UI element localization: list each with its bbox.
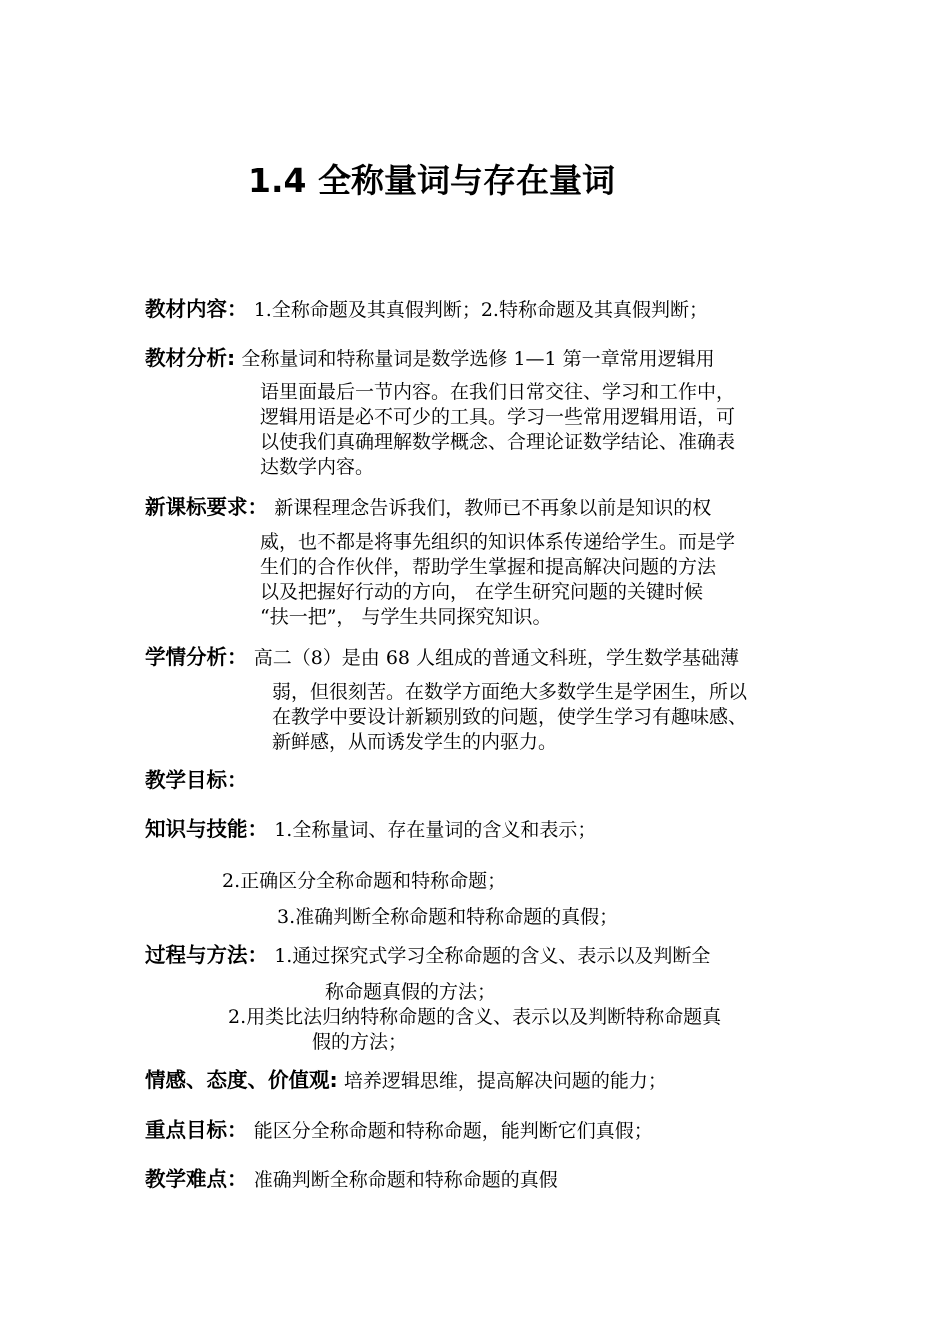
students-paragraph: [272, 680, 747, 755]
knowledge-item-3: 3.准确判断全称命题和特称命题的真假；: [277, 906, 619, 928]
key-text: 能区分全称命题和特称命题，能判断它们真假；: [253, 1120, 653, 1142]
knowledge-item-2: 2.正确区分全称命题和特称命题；: [222, 870, 507, 892]
process-item-2-continued: 假的方法；: [312, 1031, 408, 1053]
standard-paragraph: [260, 530, 735, 630]
process-item-1-continued: 称命题真假的方法；: [325, 981, 497, 1003]
analysis-line: 逻辑用语是必不可少的工具。学习一些常用逻辑用语，可: [260, 406, 736, 428]
standard-row: [145, 494, 711, 521]
students-first-line: 高二（8）是由 68 人组成的普通文科班，学生数学基础薄: [253, 647, 740, 669]
process-item-1: 1.通过探究式学习全称命题的含义、表示以及判断全: [274, 945, 711, 967]
analysis-line: 语里面最后一节内容。在我们日常交往、学习和工作中，: [260, 381, 736, 403]
students-line: 弱，但很刻苦。在数学方面绝大多数学生是学困生，所以: [272, 681, 748, 703]
goals-row: [145, 767, 248, 794]
analysis-line: 达数学内容。: [260, 456, 375, 478]
students-line: 在教学中要设计新颖别致的问题，使学生学习有趣味感、: [272, 706, 748, 728]
students-label: 学情分析：: [145, 645, 248, 669]
emotion-row: [145, 1067, 667, 1094]
content-text: 1.全称命题及其真假判断；2.特称命题及其真假判断；: [253, 299, 708, 321]
difficulty-text: 准确判断全称命题和特称命题的真假: [253, 1169, 558, 1191]
standard-line: 生们的合作伙伴，帮助学生掌握和提高解决问题的方法: [260, 556, 717, 578]
knowledge-item-1: 1.全称量词、存在量词的含义和表示；: [274, 819, 597, 841]
emotion-label: 情感、态度、价值观:: [145, 1068, 338, 1092]
students-line: 新鲜感，从而诱发学生的内驱力。: [272, 731, 558, 753]
goals-label: 教学目标：: [145, 768, 248, 792]
key-label: 重点目标：: [145, 1118, 248, 1142]
analysis-paragraph: [260, 380, 735, 480]
process-label: 过程与方法：: [145, 943, 268, 967]
key-row: [145, 1117, 653, 1144]
standard-line: 以及把握好行动的方向， 在学生研究问题的关键时候: [260, 581, 704, 603]
page-title: 1.4 全称量词与存在量词: [248, 161, 615, 200]
analysis-line: 以使我们真确理解数学概念、合理论证数学结论、准确表: [260, 431, 736, 453]
standard-label: 新课标要求：: [145, 495, 268, 519]
content-label: 教材内容：: [145, 297, 248, 321]
analysis-label: 教材分析:: [145, 346, 236, 370]
standard-first-line: 新课程理念告诉我们，教师已不再象以前是知识的权: [274, 497, 712, 519]
difficulty-row: [145, 1166, 558, 1193]
knowledge-row: [145, 816, 596, 843]
standard-line: “扶一把”， 与学生共同探究知识。: [260, 606, 552, 628]
process-item-2: 2.用类比法归纳特称命题的含义、表示以及判断特称命题真: [228, 1006, 722, 1028]
analysis-first-line: 全称量词和特称量词是数学选修 1—1 第一章常用逻辑用: [241, 348, 715, 370]
difficulty-label: 教学难点：: [145, 1167, 248, 1191]
standard-line: 威，也不都是将事先组织的知识体系传递给学生。而是学: [260, 531, 736, 553]
analysis-row: [145, 345, 715, 372]
students-row: [145, 644, 739, 671]
content-row: [145, 296, 708, 323]
emotion-text: 培养逻辑思维，提高解决问题的能力；: [343, 1070, 667, 1092]
knowledge-label: 知识与技能：: [145, 817, 268, 841]
process-row: [145, 942, 710, 969]
